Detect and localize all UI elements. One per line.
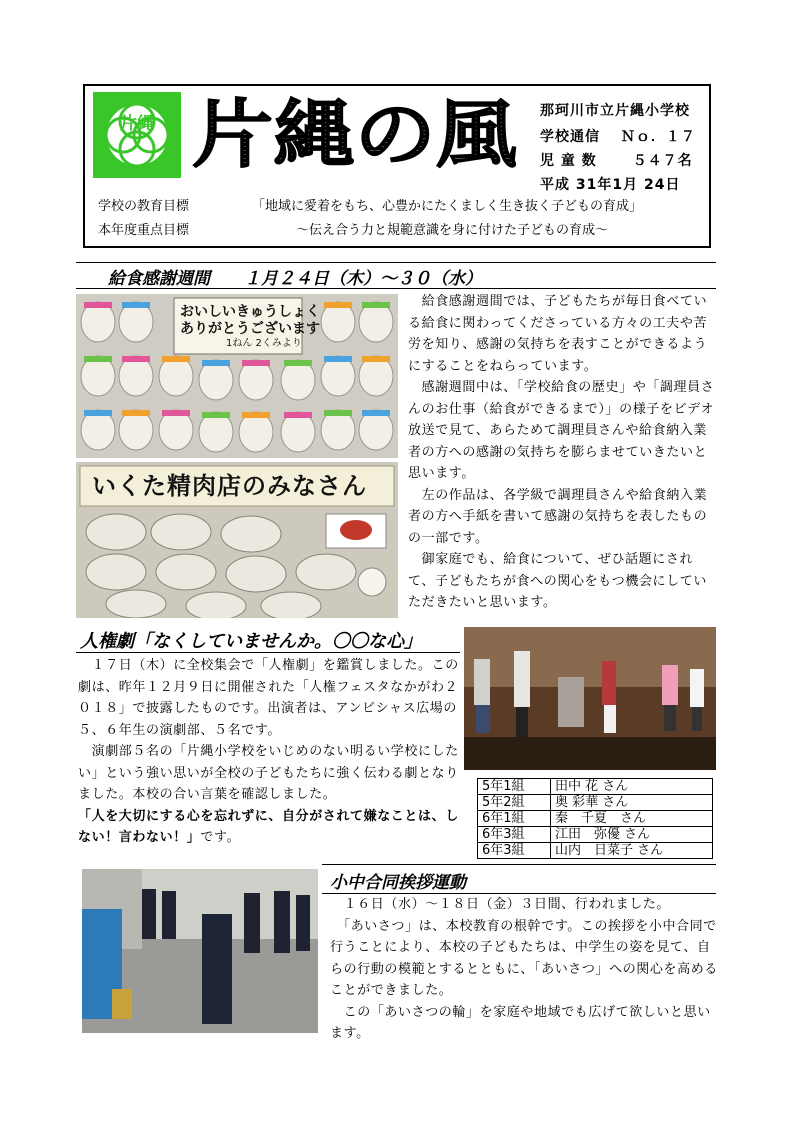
cards-banner-line2: ありがとうございます xyxy=(180,321,320,337)
focus-label: 本年度重点目標 xyxy=(98,223,190,238)
section3-paragraph: この「あいさつの輪」を家庭や地域でも広げて欲しいと思います。 xyxy=(330,1004,711,1041)
issue-number: 学校通信 Ｎｏ．１７ xyxy=(540,129,696,145)
cast-class: 6年1組 xyxy=(478,811,551,827)
section2-slogan-line xyxy=(78,806,460,849)
cards-banner-line1: おいしいきゅうしょく xyxy=(180,304,320,320)
meat-shop-banner: いくた精肉店のみなさん xyxy=(92,472,367,500)
pupil-count: 児 童 数 ５４７名 xyxy=(540,153,693,169)
cast-name: 田中 花 さん xyxy=(551,779,713,795)
issue-date: 平成 31年1月 24日 xyxy=(540,177,681,193)
cast-row xyxy=(478,779,713,795)
human-rights-drama-photo xyxy=(464,627,716,770)
cast-row xyxy=(478,843,713,859)
section1-body xyxy=(408,291,718,614)
cast-table xyxy=(477,778,713,859)
cards-banner-line3: 1ねん 2くみより xyxy=(226,338,302,349)
section1-title: 給食感謝週間 １月２４日（木）～３０（水） xyxy=(108,269,482,289)
section2-rule xyxy=(76,652,460,653)
focus-text: ～伝え合う力と規範意識を身に付けた子どもの育成～ xyxy=(296,223,609,238)
section1-bottom-rule xyxy=(76,288,716,289)
section2-paragraph: 演劇部５名の「片縄小学校をいじめのない明るい学校にしたい」という強い思いが全校の子どもたちに強く伝わる劇となりました。本校の合い言葉を確認しました。 xyxy=(78,744,459,802)
section1-top-rule xyxy=(76,262,716,263)
greeting-campaign-photo xyxy=(82,869,318,1033)
section2-slogan-suffix: です。 xyxy=(200,830,241,845)
section2-body xyxy=(78,655,460,849)
section1-paragraph: 感謝週間中は、「学校給食の歴史」や「調理員さんのお仕事（給食ができるまで）」の様子をビデオ放送で見て、あらためて調理員さんや給食納入業者の方への感謝の気持ちを膨らませていきたいと思います。 xyxy=(408,380,715,481)
section2-paragraph: １７日（木）に全校集会で「人権劇」を鑑賞しました。この劇は、昨年１２月９日に開催された「人権フェスタなかがわ２０１８」で披露したものです。出演者は、アンビシャス広場の５、６年生の演劇部、５名です。 xyxy=(78,658,459,738)
section1-paragraph: 御家庭でも、給食について、ぜひ話題にされて、子どもたちが食への関心をもつ機会にしていただきたいと思います。 xyxy=(408,552,707,610)
school-logo xyxy=(93,92,181,178)
cast-name: 江田 弥優 さん xyxy=(551,827,713,843)
section2-title: 人権劇「なくしていませんか。〇〇な心」 xyxy=(80,631,422,652)
section3-paragraph: １６日（水）～１８日（金）３日間、行われました。 xyxy=(330,897,671,912)
goal-label: 学校の教育目標 xyxy=(98,199,190,214)
title-art-text: 片縄の風 xyxy=(192,92,517,178)
cast-row xyxy=(478,811,713,827)
cast-class: 6年3組 xyxy=(478,827,551,843)
cast-class: 5年2組 xyxy=(478,795,551,811)
section1-paragraph: 左の作品は、各学級で調理員さんや給食納入業者の方へ手紙を書いて感謝の気持ちを表したものの一部です。 xyxy=(408,487,708,546)
school-name: 那珂川市立片縄小学校 xyxy=(540,103,690,119)
logo-text: 片縄 xyxy=(120,114,154,134)
section3-top-rule xyxy=(322,864,716,865)
section3-paragraph: 「あいさつ」は、本校教育の根幹です。この挨拶を小中合同で行うことにより、本校の子どもたちは、中学生の姿を見て、自らの行動の模範とするとともに、「あいさつ」への関心を高めることができました。 xyxy=(330,918,718,998)
cast-table-body xyxy=(478,779,713,859)
thank-you-cards-photo xyxy=(76,294,398,458)
cast-class: 5年1組 xyxy=(478,779,551,795)
meat-shop-letters-photo xyxy=(76,462,398,618)
cast-row xyxy=(478,827,713,843)
section3-body xyxy=(330,894,718,1045)
cast-row xyxy=(478,795,713,811)
section3-title: 小中合同挨拶運動 xyxy=(330,873,466,893)
newsletter-title-art xyxy=(186,88,526,184)
cast-name: 奥 彩華 さん xyxy=(551,795,713,811)
cast-name: 山内 日菜子 さん xyxy=(551,843,713,859)
section2-slogan: 「人を大切にする心を忘れずに、自分がされて嫌なことは、しない！言わない！」 xyxy=(78,808,459,845)
section1-paragraph: 給食感謝週間では、子どもたちが毎日食べている給食に関わってくださっている方々の工夫や苦労を知り、感謝の気持ちを表すことができるようにすることをねらっています。 xyxy=(408,294,708,374)
cast-class: 6年3組 xyxy=(478,843,551,859)
goal-text: 「地域に愛着をもち、心豊かにたくましく生き抜く子どもの育成」 xyxy=(252,199,643,214)
cast-name: 秦 千夏 さん xyxy=(551,811,713,827)
